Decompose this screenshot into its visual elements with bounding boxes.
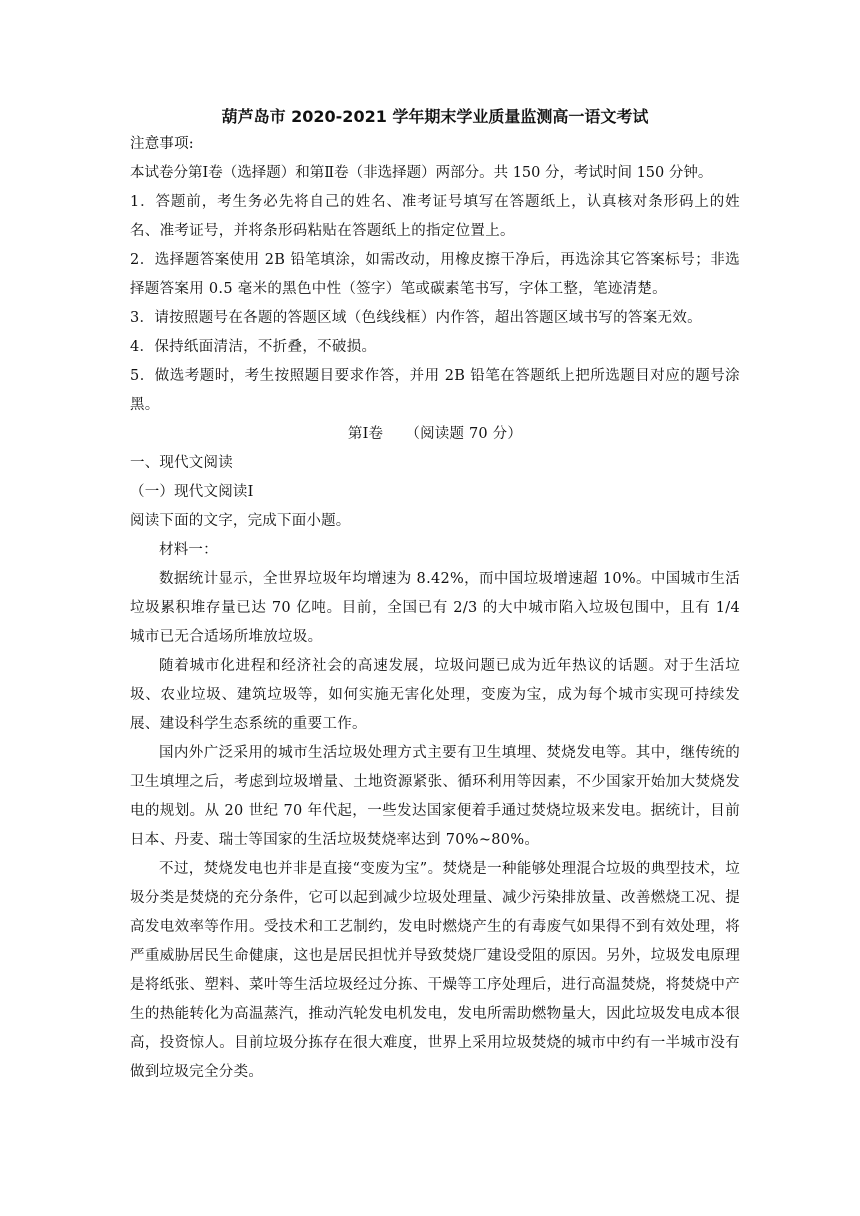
body-paragraph-3: 国内外广泛采用的城市生活垃圾处理方式主要有卫生填埋、焚烧发电等。其中，继传统的卫生填埋之后，考虑到垃圾增量、土地资源紧张、循环利用等因素，不少国家开始加大焚烧发电的规划。从 20 世纪 70 年代起，一些发达国家便着手通过焚烧垃圾来发电。据统计，目前日本、丹麦、瑞士等国家的生活垃圾焚烧率达到 70%~80%。 bbox=[130, 745, 740, 848]
body-paragraph-4: 不过，焚烧发电也并非是直接“变废为宝”。焚烧是一种能够处理混合垃圾的典型技术，垃圾分类是焚烧的充分条件，它可以起到减少垃圾处理量、减少污染排放量、改善燃烧工况、提高发电效率等作用。受技术和工艺制约，发电时燃烧产生的有毒废气如果得不到有效处理，将严重威胁居民生命健康，这也是居民担忧并导致焚烧厂建设受阻的原因。另外，垃圾发电原理是将纸张、塑料、菜叶等生活垃圾经过分拣、干燥等工序处理后，进行高温焚烧，将焚烧中产生的热能转化为高温蒸汽，推动汽轮发电机发电，发电所需助燃物量大，因此垃圾发电成本很高，投资惊人。目前垃圾分拣存在很大难度，世界上采用垃圾焚烧的城市中约有一半城市没有做到垃圾完全分类。 bbox=[130, 861, 740, 1080]
section-heading: 一、现代文阅读 bbox=[130, 455, 233, 471]
notice-item-2: 2．选择题答案使用 2B 铅笔填涂，如需改动，用橡皮擦干净后，再选涂其它答案标号；非选择题答案用 0.5 毫米的黑色中性（签字）笔或碳素笔书写，字体工整，笔迹清楚。 bbox=[130, 252, 740, 297]
notice-item-4: 4．保持纸面清洁，不折叠，不破损。 bbox=[130, 339, 377, 355]
notice-intro: 本试卷分第Ⅰ卷（选择题）和第Ⅱ卷（非选择题）两部分。共 150 分，考试时间 150 分钟。 bbox=[130, 165, 713, 181]
reading-instruction: 阅读下面的文字，完成下面小题。 bbox=[130, 513, 351, 529]
body-paragraph-2: 随着城市化进程和经济社会的高速发展，垃圾问题已成为近年热议的话题。对于生活垃圾、农业垃圾、建筑垃圾等，如何实施无害化处理，变废为宝，成为每个城市实现可持续发展、建设科学生态系统的重要工作。 bbox=[130, 658, 740, 732]
notice-item-3: 3．请按照题号在各题的答题区域（色线线框）内作答，超出答题区域书写的答案无效。 bbox=[130, 310, 702, 326]
exam-page bbox=[130, 104, 740, 1087]
notice-item-5: 5．做选考题时，考生按照题目要求作答，并用 2B 铅笔在答题纸上把所选题目对应的题号涂黑。 bbox=[130, 368, 740, 413]
exam-title: 葫芦岛市 2020-2021 学年期末学业质量监测高一语文考试 bbox=[221, 107, 649, 126]
notice-item-1: 1．答题前，考生务必先将自己的姓名、准考证号填写在答题纸上，认真核对条形码上的姓名、准考证号，并将条形码粘贴在答题纸上的指定位置上。 bbox=[130, 194, 740, 239]
notice-heading: 注意事项: bbox=[130, 136, 194, 152]
subsection-heading: （一）现代文阅读Ⅰ bbox=[130, 484, 254, 500]
part-heading: 第Ⅰ卷 （阅读题 70 分） bbox=[347, 426, 523, 442]
material-label: 材料一： bbox=[159, 542, 218, 558]
body-paragraph-1: 数据统计显示，全世界垃圾年均增速为 8.42%，而中国垃圾增速超 10%。中国城市生活垃圾累积堆存量已达 70 亿吨。目前，全国已有 2/3 的大中城市陷入垃圾包围中，且有 1/4 城市已无合适场所堆放垃圾。 bbox=[130, 571, 740, 645]
